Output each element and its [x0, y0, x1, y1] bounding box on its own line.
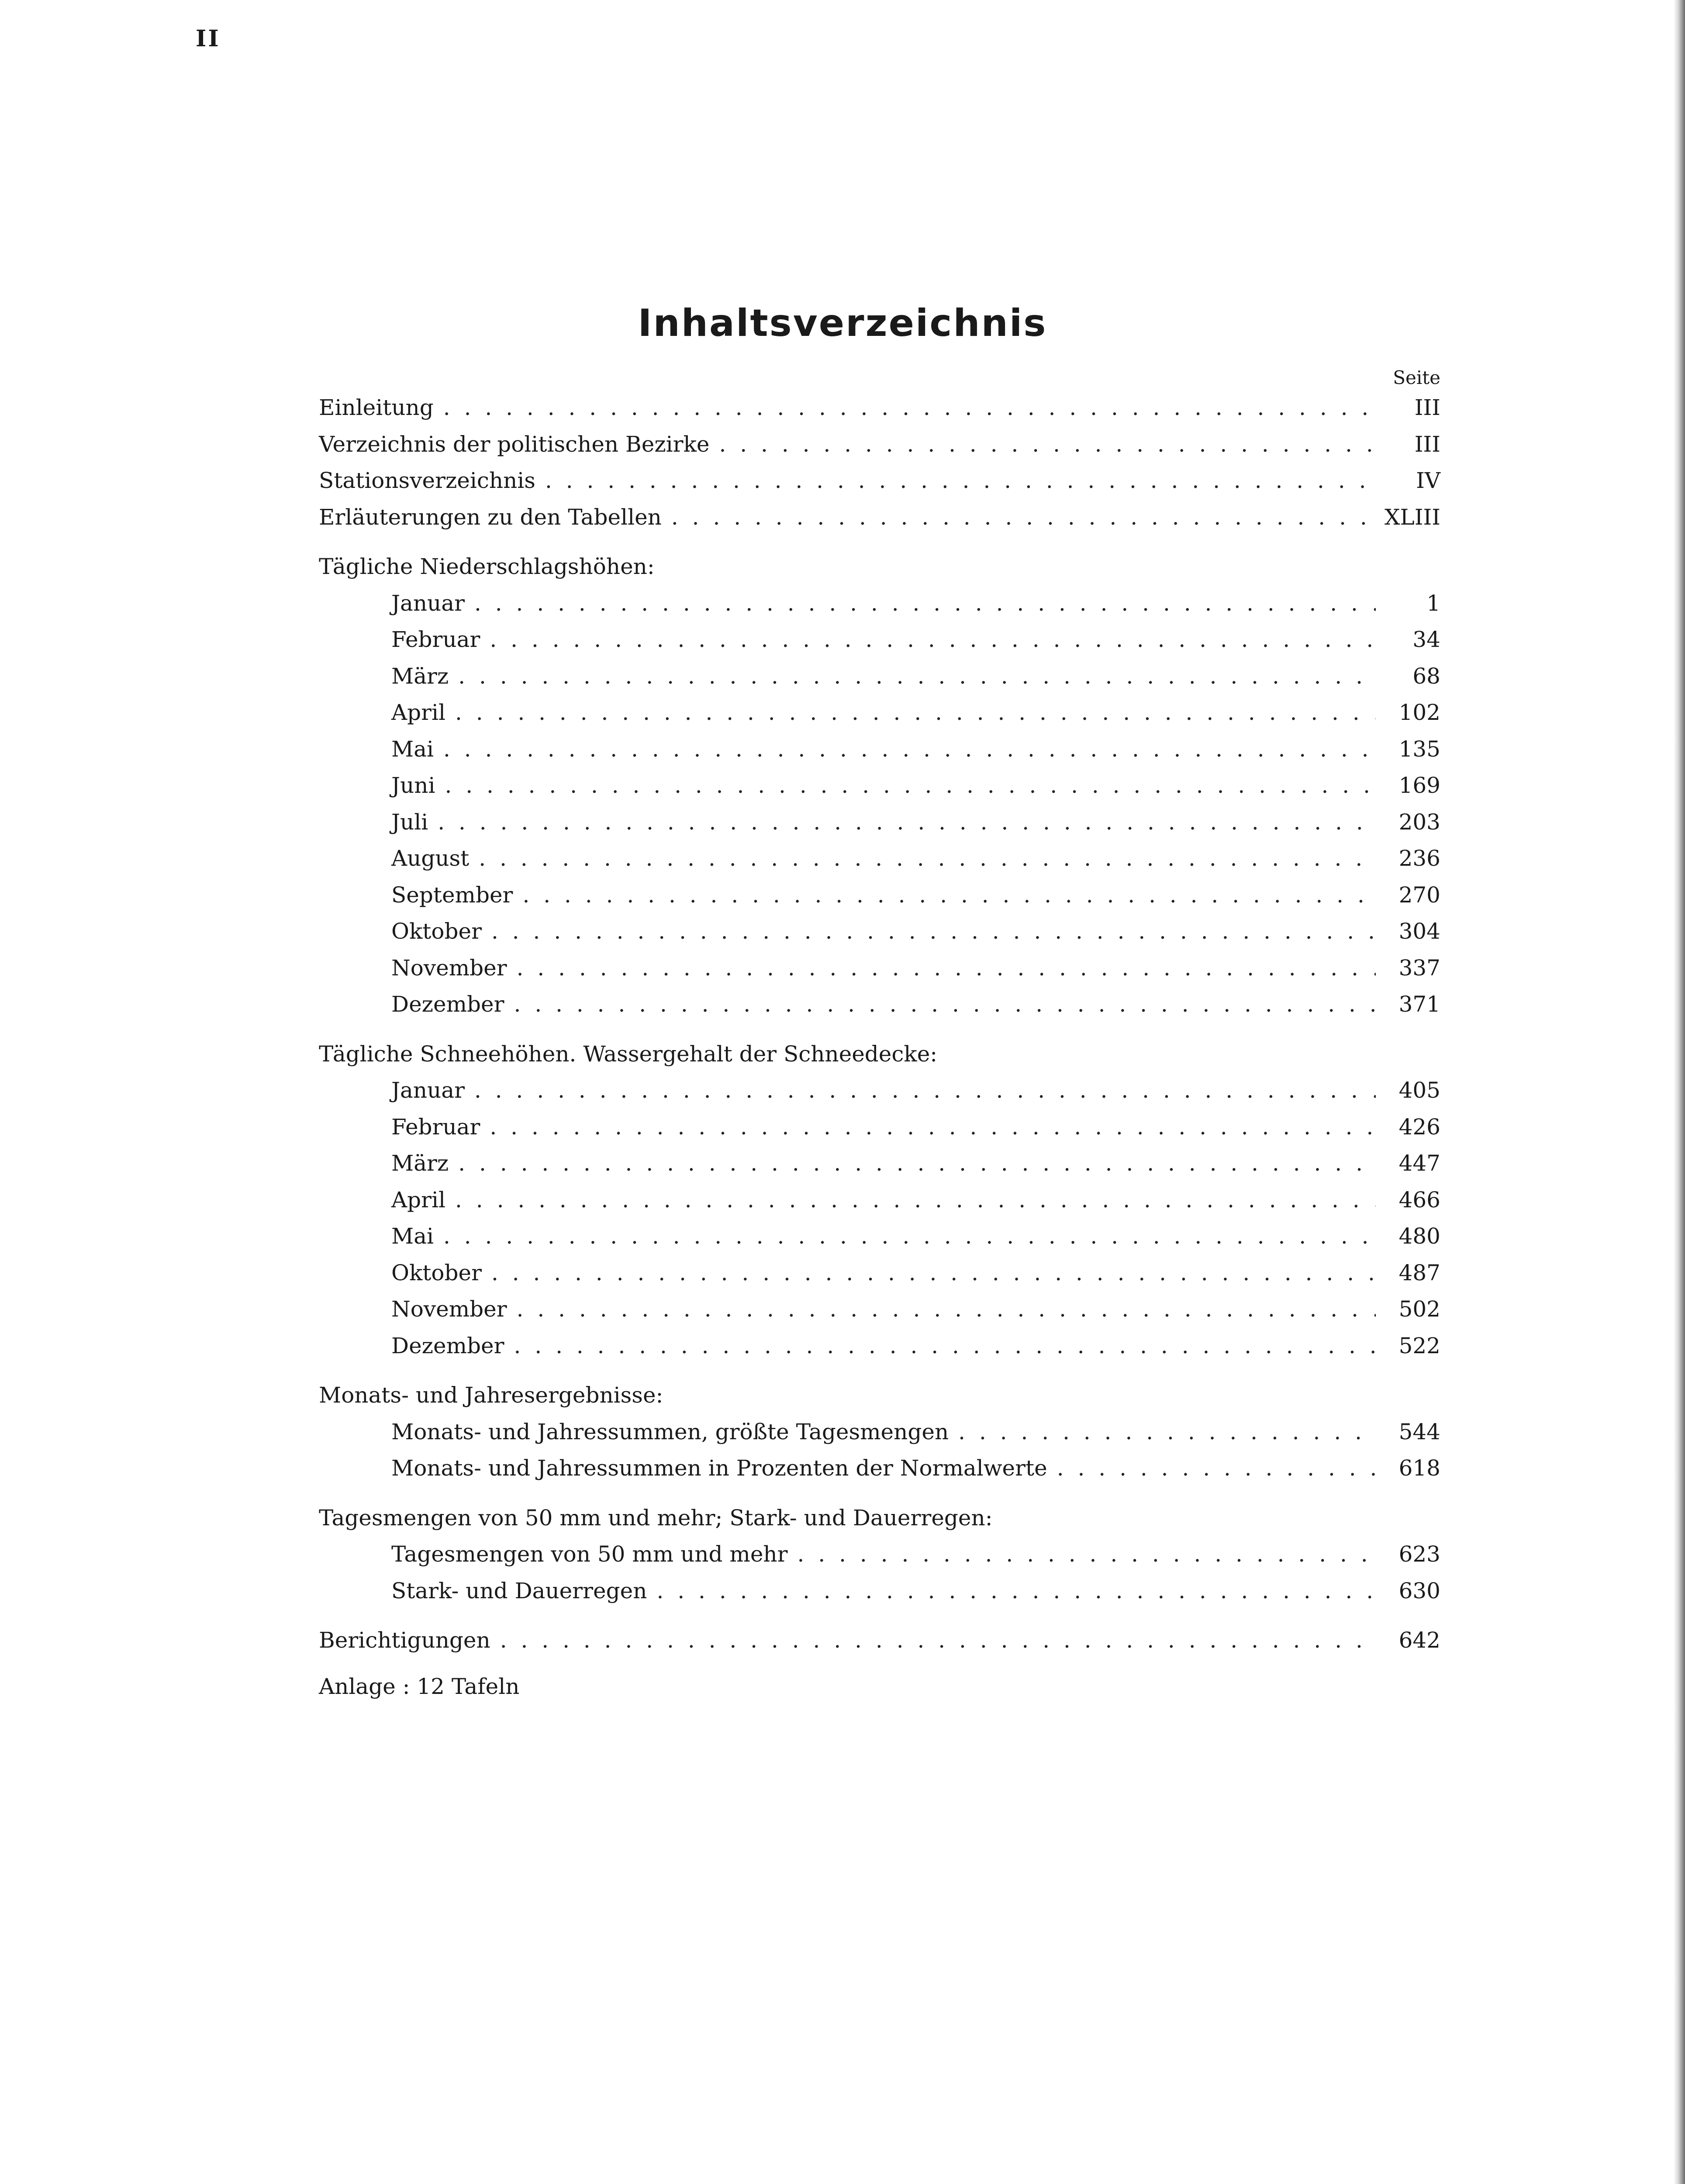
toc-entry-label: Januar: [391, 1078, 465, 1103]
toc-entry-page: 169: [1398, 773, 1440, 798]
toc-entry-page: 68: [1412, 663, 1440, 689]
toc-entry[interactable]: [319, 804, 1440, 841]
toc-entry-label: Verzeichnis der politischen Bezirke: [319, 431, 710, 457]
toc-entry-page: 487: [1398, 1260, 1440, 1286]
toc-entry[interactable]: [319, 1450, 1440, 1487]
toc-entry-page: 618: [1398, 1455, 1440, 1481]
dot-leader: [434, 1218, 1376, 1255]
toc-entry[interactable]: [319, 767, 1440, 804]
toc-entry-einleitung[interactable]: [319, 390, 1440, 426]
toc-entry-label: Berichtigungen: [319, 1628, 490, 1653]
toc-entry-label: März: [391, 1151, 449, 1176]
dot-leader: [482, 913, 1376, 950]
dot-leader: [647, 1573, 1376, 1610]
toc-entry-label: April: [391, 700, 445, 725]
toc-entry-page: 623: [1398, 1541, 1440, 1567]
toc-entry[interactable]: [319, 1182, 1440, 1219]
toc-entry-label: Dezember: [391, 1333, 504, 1358]
toc-entry[interactable]: [319, 1328, 1440, 1365]
toc-entry-page: III: [1414, 395, 1440, 420]
toc-entry-page: 304: [1398, 919, 1440, 944]
toc-entry[interactable]: [319, 1072, 1440, 1109]
dot-leader: [1047, 1450, 1376, 1487]
dot-leader: [435, 767, 1376, 804]
toc-entry-page: 630: [1398, 1578, 1440, 1603]
toc-entry-label: Februar: [391, 1114, 480, 1140]
toc-entry-page: XLIII: [1384, 504, 1440, 530]
dot-leader: [535, 463, 1376, 499]
dot-leader: [482, 1255, 1376, 1292]
dot-leader: [449, 1145, 1376, 1182]
toc-entry[interactable]: [319, 585, 1440, 622]
toc-entry-page: 270: [1398, 882, 1440, 908]
toc-entry-label: Oktober: [391, 919, 482, 944]
toc-entry-label: August: [391, 846, 470, 871]
toc-entry-label: Juli: [391, 809, 428, 835]
dot-leader: [469, 840, 1376, 877]
toc-entry[interactable]: [319, 1573, 1440, 1610]
toc-entry-page: 34: [1412, 627, 1440, 652]
toc-entry-label: Mai: [391, 736, 434, 762]
toc-entry[interactable]: [319, 950, 1440, 987]
dot-leader: [445, 695, 1376, 731]
dot-leader: [445, 1182, 1376, 1219]
dot-leader: [434, 390, 1376, 426]
toc-entry[interactable]: [319, 1145, 1440, 1182]
toc-entry[interactable]: [319, 1255, 1440, 1292]
toc-entry[interactable]: [319, 731, 1440, 768]
toc-entry-label: Stationsverzeichnis: [319, 468, 535, 493]
toc-entry-page: 135: [1398, 736, 1440, 762]
toc-entry-page: IV: [1416, 468, 1440, 493]
toc-entry[interactable]: [319, 622, 1440, 658]
dot-leader: [490, 1622, 1376, 1659]
dot-leader: [449, 658, 1376, 695]
dot-leader: [949, 1414, 1376, 1451]
toc-entry-page: 1: [1426, 590, 1440, 616]
toc-entry[interactable]: [319, 913, 1440, 950]
dot-leader: [709, 426, 1376, 463]
toc-entry-page: 337: [1398, 955, 1440, 981]
dot-leader: [428, 804, 1376, 841]
toc-entry-label: Monats- und Jahressummen, größte Tagesmengen: [391, 1419, 949, 1444]
toc-entry-page: 426: [1398, 1114, 1440, 1140]
toc-entry-erlaeuterungen[interactable]: [319, 499, 1440, 536]
dot-leader: [662, 499, 1376, 536]
toc-entry-stationsverzeichnis[interactable]: [319, 463, 1440, 499]
page-column-header: Seite: [1393, 367, 1440, 388]
section-heading: Tagesmengen von 50 mm und mehr; Stark- und Dauerregen:: [319, 1505, 993, 1531]
toc-entry-bezirke[interactable]: [319, 426, 1440, 463]
anlage-note: Anlage : 12 Tafeln: [319, 1673, 520, 1699]
toc-entry-page: 642: [1398, 1628, 1440, 1653]
dot-leader: [504, 986, 1376, 1023]
dot-leader: [513, 877, 1376, 914]
toc-entry[interactable]: [319, 840, 1440, 877]
toc-entry[interactable]: [319, 1109, 1440, 1146]
toc-entry[interactable]: [319, 695, 1440, 731]
toc-entry-label: Stark- und Dauerregen: [391, 1578, 647, 1603]
toc-entry-page: 502: [1398, 1296, 1440, 1322]
toc-entry[interactable]: [319, 1218, 1440, 1255]
toc-entry-page: 522: [1398, 1333, 1440, 1358]
toc-entry-label: Monats- und Jahressummen in Prozenten der Normalwerte: [391, 1455, 1047, 1481]
toc-entry-label: Dezember: [391, 992, 504, 1017]
dot-leader: [480, 1109, 1376, 1146]
toc-entry[interactable]: [319, 877, 1440, 914]
toc-entry-page: 371: [1398, 992, 1440, 1017]
toc-entry-label: Oktober: [391, 1260, 482, 1286]
toc-entry[interactable]: [319, 1414, 1440, 1451]
toc-entry[interactable]: [319, 1536, 1440, 1573]
dot-leader: [480, 622, 1376, 658]
toc-entry[interactable]: [319, 658, 1440, 695]
dot-leader: [465, 585, 1376, 622]
dot-leader: [504, 1328, 1376, 1365]
toc-entry-label: Februar: [391, 627, 480, 652]
page-title: Inhaltsverzeichnis: [638, 301, 1047, 345]
section-heading: Tägliche Niederschlagshöhen:: [319, 554, 655, 579]
toc-entry-label: Juni: [391, 773, 435, 798]
toc-entry-page: 102: [1398, 700, 1440, 725]
section-heading: Tägliche Schneehöhen. Wassergehalt der Schneedecke:: [319, 1041, 938, 1067]
toc-entry-label: November: [391, 955, 507, 981]
toc-entry-label: April: [391, 1187, 445, 1213]
toc-entry-label: September: [391, 882, 513, 908]
toc-entry-page: 447: [1398, 1151, 1440, 1176]
section-heading: Monats- und Jahresergebnisse:: [319, 1382, 663, 1408]
toc-entry-page: III: [1414, 431, 1440, 457]
page-number: II: [196, 25, 221, 52]
toc-entry-berichtigungen[interactable]: [319, 1622, 1440, 1659]
scan-edge-shadow: [1674, 0, 1685, 2184]
toc-entry-page: 236: [1398, 846, 1440, 871]
toc-entry[interactable]: [319, 986, 1440, 1023]
toc-entry[interactable]: [319, 1291, 1440, 1328]
toc-entry-page: 466: [1398, 1187, 1440, 1213]
toc-entry-page: 405: [1398, 1078, 1440, 1103]
toc-entry-page: 480: [1398, 1223, 1440, 1249]
toc-entry-label: Januar: [391, 590, 465, 616]
dot-leader: [507, 1291, 1376, 1328]
dot-leader: [507, 950, 1376, 987]
dot-leader: [788, 1536, 1376, 1573]
toc-entry-label: Mai: [391, 1223, 434, 1249]
toc-entry-label: Tagesmengen von 50 mm und mehr: [391, 1541, 788, 1567]
dot-leader: [465, 1072, 1376, 1109]
toc-entry-page: 203: [1398, 809, 1440, 835]
toc-entry-label: November: [391, 1296, 507, 1322]
dot-leader: [434, 731, 1376, 768]
table-of-contents: [319, 366, 1440, 1705]
toc-entry-page: 544: [1398, 1419, 1440, 1444]
toc-entry-label: Einleitung: [319, 395, 434, 420]
toc-entry-label: März: [391, 663, 449, 689]
toc-entry-label: Erläuterungen zu den Tabellen: [319, 504, 662, 530]
